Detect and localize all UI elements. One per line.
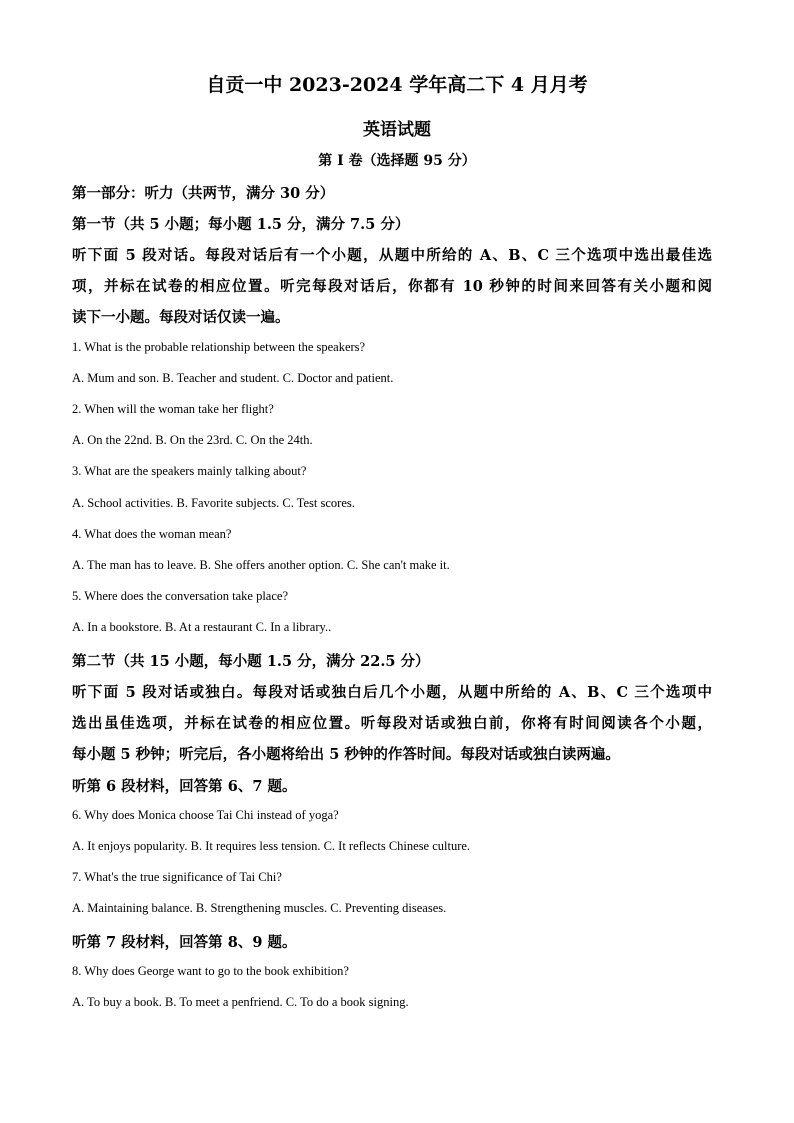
section2-instruction-line: 听下面 5 段对话或独白。每段对话或独白后几个小题，从题中所给的 A、B、C 三个选项中 [72,684,712,701]
question-4: 4. What does the woman mean? [72,527,232,541]
section2-instruction-line: 每小题 5 秒钟；听完后，各小题将给出 5 秒钟的作答时间。每段对话或独白读两遍。 [72,746,620,763]
section1-heading: 第一节（共 5 小题；每小题 1.5 分，满分 7.5 分） [72,216,410,233]
question-5-options: A. In a bookstore. B. At a restaurant C. In a library.. [72,620,332,634]
question-4-options: A. The man has to leave. B. She offers another option. C. She can't make it. [72,558,450,572]
question-6: 6. Why does Monica choose Tai Chi instead of yoga? [72,808,339,822]
question-6-options: A. It enjoys popularity. B. It requires less tension. C. It reflects Chinese culture. [72,839,471,853]
question-2: 2. When will the woman take her flight? [72,402,274,416]
question-5: 5. Where does the conversation take place? [72,589,288,603]
section2-heading: 第二节（共 15 小题，每小题 1.5 分，满分 22.5 分） [72,653,430,670]
section1-instruction-line: 项，并标在试卷的相应位置。听完每段对话后，你都有 10 秒钟的时间来回答有关小题和阅 [72,278,712,295]
material-6-label: 听第 6 段材料，回答第 6、7 题。 [72,778,297,795]
question-1: 1. What is the probable relationship between the speakers? [72,340,366,354]
question-3: 3. What are the speakers mainly talking about? [72,464,307,478]
question-7-options: A. Maintaining balance. B. Strengthening muscles. C. Preventing diseases. [72,901,447,915]
question-1-options: A. Mum and son. B. Teacher and student. C. Doctor and patient. [72,371,394,385]
question-8: 8. Why does George want to go to the book exhibition? [72,964,349,978]
section2-instruction-line: 选出虽佳选项，并标在试卷的相应位置。听每段对话或独白前，你将有时间阅读各个小题， [72,715,712,732]
part1-heading: 第一部分：听力（共两节，满分 30 分） [72,185,335,202]
volume-heading: 第 I 卷（选择题 95 分） [318,153,476,169]
section1-instruction-line: 读下一小题。每段对话仅读一遍。 [72,309,290,326]
material-7-label: 听第 7 段材料，回答第 8、9 题。 [72,934,297,951]
exam-subject: 英语试题 [363,120,431,140]
question-3-options: A. School activities. B. Favorite subjects. C. Test scores. [72,496,355,510]
question-8-options: A. To buy a book. B. To meet a penfriend. C. To do a book signing. [72,995,409,1009]
question-7: 7. What's the true significance of Tai Chi? [72,870,282,884]
exam-title: 自贡一中 2023-2024 学年高二下 4 月月考 [206,74,588,96]
question-2-options: A. On the 22nd. B. On the 23rd. C. On the 24th. [72,433,313,447]
section1-instruction-line: 听下面 5 段对话。每段对话后有一个小题，从题中所给的 A、B、C 三个选项中选出最佳选 [72,247,712,264]
